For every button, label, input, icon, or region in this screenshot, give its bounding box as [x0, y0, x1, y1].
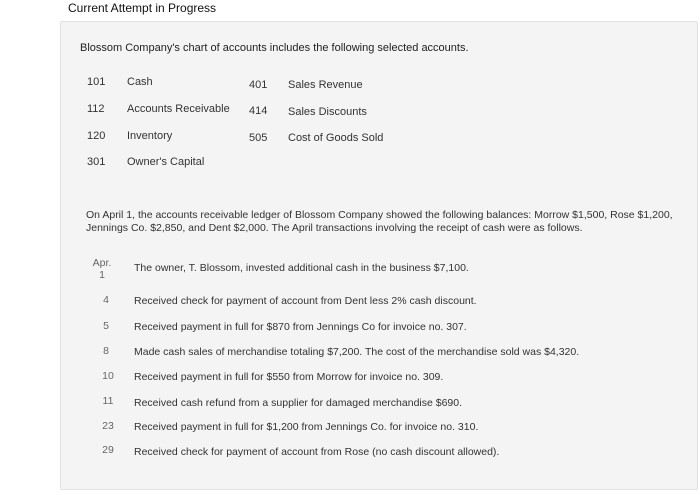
transaction-day: 5: [103, 320, 109, 332]
account-name: Cash: [127, 76, 153, 88]
transaction-description: The owner, T. Blossom, invested additional cash in the business $7,100.: [134, 262, 469, 274]
attempt-status-title: Current Attempt in Progress: [68, 1, 217, 15]
account-number: 301: [87, 156, 106, 168]
transaction-day: 4: [103, 294, 109, 306]
transaction-description: Received check for payment of account from Rose (no cash discount allowed).: [134, 446, 500, 458]
problem-intro: Blossom Company's chart of accounts includes the following selected accounts.: [80, 42, 469, 54]
account-name: Sales Revenue: [288, 79, 363, 91]
account-name: Owner's Capital: [127, 156, 205, 168]
month-label: Apr.: [92, 257, 112, 269]
account-number: 101: [87, 76, 106, 88]
transaction-day: 1: [99, 269, 105, 281]
account-name: Accounts Receivable: [127, 103, 230, 115]
account-name: Cost of Goods Sold: [288, 132, 384, 144]
transaction-day: 23: [102, 420, 114, 432]
account-number: 414: [249, 105, 268, 117]
problem-panel: [60, 21, 698, 490]
account-name: Sales Discounts: [288, 106, 367, 118]
account-number: 112: [87, 103, 105, 115]
transaction-description: Received payment in full for $1,200 from Jennings Co. for invoice no. 310.: [134, 421, 479, 433]
account-number: 120: [87, 130, 106, 142]
transaction-description: Received check for payment of account from Dent less 2% cash discount.: [134, 295, 477, 307]
transaction-description: Received cash refund from a supplier for damaged merchandise $690.: [134, 397, 463, 409]
transaction-day: 11: [102, 395, 114, 407]
transaction-description: Made cash sales of merchandise totaling $7,200. The cost of the merchandise sold was $4,320.: [134, 346, 580, 358]
transaction-day: 10: [102, 370, 114, 382]
account-number: 505: [249, 132, 268, 144]
transaction-day: 29: [102, 444, 114, 456]
account-number: 401: [249, 79, 268, 91]
transaction-description: Received payment in full for $550 from Morrow for invoice no. 309.: [134, 371, 444, 383]
transaction-day: 8: [103, 345, 109, 357]
transaction-description: Received payment in full for $870 from Jennings Co for invoice no. 307.: [134, 321, 467, 333]
ledger-balances-paragraph: On April 1, the accounts receivable ledger of Blossom Company showed the following balances: Morrow $1,500, Rose $1,200, Jennings Co. $2,850, and Dent $2,000. The April transactions involving the receipt of cash were as follows.: [86, 209, 673, 234]
account-name: Inventory: [127, 130, 173, 142]
